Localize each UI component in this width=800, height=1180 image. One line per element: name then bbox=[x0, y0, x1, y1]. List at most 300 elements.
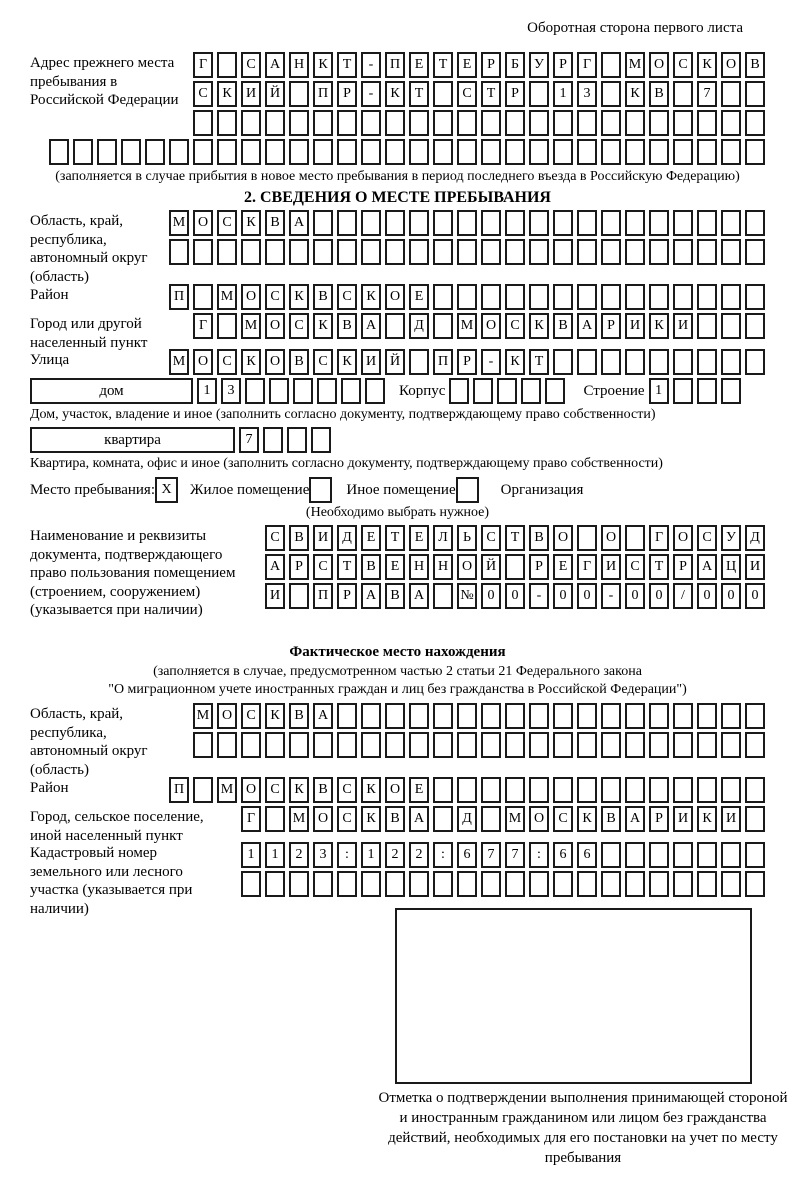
char-cell: О bbox=[385, 284, 405, 310]
fact-region-row1 bbox=[189, 703, 765, 729]
char-cell bbox=[313, 732, 333, 758]
char-cell bbox=[745, 210, 765, 236]
char-cell: Е bbox=[457, 52, 477, 78]
char-cell bbox=[265, 806, 285, 832]
char-cell bbox=[481, 110, 501, 136]
stay-type-label: Место пребывания: bbox=[30, 482, 155, 498]
char-cell bbox=[365, 378, 385, 404]
char-cell: - bbox=[361, 81, 381, 107]
char-cell bbox=[433, 871, 453, 897]
char-cell bbox=[457, 871, 477, 897]
char-cell: Ь bbox=[457, 525, 477, 551]
char-cell bbox=[529, 210, 549, 236]
char-cell: С bbox=[193, 81, 213, 107]
char-cell: П bbox=[313, 583, 333, 609]
char-cell: К bbox=[313, 52, 333, 78]
char-cell bbox=[649, 842, 669, 868]
char-cell: Т bbox=[529, 349, 549, 375]
char-cell bbox=[433, 806, 453, 832]
char-cell: 7 bbox=[505, 842, 525, 868]
char-cell bbox=[361, 210, 381, 236]
char-cell bbox=[601, 139, 621, 165]
char-cell: 6 bbox=[577, 842, 597, 868]
char-cell bbox=[217, 313, 237, 339]
char-cell bbox=[293, 378, 313, 404]
char-cell: А bbox=[625, 806, 645, 832]
char-cell: 0 bbox=[505, 583, 525, 609]
char-cell bbox=[553, 732, 573, 758]
document-label: Наименование и реквизиты документа, подтверждающего право пользования помещением (строением, сооружением) (указывается при наличии) bbox=[30, 528, 236, 618]
char-cell bbox=[121, 139, 141, 165]
char-cell: А bbox=[409, 806, 429, 832]
char-cell bbox=[577, 525, 597, 551]
char-cell bbox=[745, 284, 765, 310]
char-cell: Р bbox=[601, 313, 621, 339]
char-cell: 3 bbox=[313, 842, 333, 868]
previous-address-row4 bbox=[45, 139, 765, 165]
char-cell: И bbox=[745, 554, 765, 580]
char-cell bbox=[673, 378, 693, 404]
char-cell: С bbox=[313, 554, 333, 580]
char-cell: И bbox=[265, 583, 285, 609]
char-cell: 1 bbox=[649, 378, 669, 404]
char-cell bbox=[245, 378, 265, 404]
char-cell: Е bbox=[409, 777, 429, 803]
char-cell bbox=[529, 81, 549, 107]
char-cell: С bbox=[337, 284, 357, 310]
char-cell: О bbox=[721, 52, 741, 78]
char-cell: К bbox=[697, 806, 717, 832]
char-cell bbox=[505, 239, 525, 265]
char-cell bbox=[649, 110, 669, 136]
char-cell: В bbox=[289, 525, 309, 551]
char-cell bbox=[481, 210, 501, 236]
char-cell: К bbox=[625, 81, 645, 107]
char-cell bbox=[673, 777, 693, 803]
char-cell bbox=[625, 349, 645, 375]
cadastre-row1 bbox=[237, 842, 765, 868]
char-cell: Р bbox=[337, 81, 357, 107]
char-cell bbox=[193, 239, 213, 265]
char-cell bbox=[577, 703, 597, 729]
char-cell: П bbox=[385, 52, 405, 78]
region-label: Область, край, республика, автономный округ (область) bbox=[30, 213, 148, 285]
char-cell: Т bbox=[481, 81, 501, 107]
char-cell: В bbox=[745, 52, 765, 78]
char-cell: П bbox=[169, 777, 189, 803]
char-cell: В bbox=[385, 583, 405, 609]
char-cell bbox=[505, 139, 525, 165]
char-cell bbox=[745, 703, 765, 729]
char-cell: К bbox=[649, 313, 669, 339]
char-cell bbox=[625, 777, 645, 803]
cadastre-row2 bbox=[237, 871, 765, 897]
fact-field-region bbox=[30, 703, 765, 777]
stay-type-row bbox=[30, 477, 765, 503]
char-cell bbox=[529, 284, 549, 310]
char-cell bbox=[449, 378, 469, 404]
char-cell: К bbox=[337, 349, 357, 375]
char-cell: Р bbox=[481, 52, 501, 78]
field-region bbox=[30, 210, 765, 284]
char-cell bbox=[673, 239, 693, 265]
char-cell: И bbox=[241, 81, 261, 107]
char-cell bbox=[361, 139, 381, 165]
char-cell bbox=[649, 139, 669, 165]
char-cell: Е bbox=[361, 525, 381, 551]
char-cell: О bbox=[529, 806, 549, 832]
char-cell: А bbox=[697, 554, 717, 580]
char-cell bbox=[745, 842, 765, 868]
char-cell bbox=[505, 284, 525, 310]
char-cell bbox=[385, 139, 405, 165]
char-cell: У bbox=[721, 525, 741, 551]
char-cell bbox=[193, 139, 213, 165]
char-cell bbox=[193, 284, 213, 310]
char-cell: 6 bbox=[553, 842, 573, 868]
char-cell bbox=[505, 554, 525, 580]
char-cell bbox=[745, 110, 765, 136]
char-cell: Д bbox=[745, 525, 765, 551]
cadastre-label: Кадастровый номер земельного или лесного участка (указывается при наличии) bbox=[30, 845, 193, 917]
char-cell: Т bbox=[649, 554, 669, 580]
char-cell bbox=[697, 110, 717, 136]
char-cell bbox=[433, 284, 453, 310]
char-cell bbox=[241, 732, 261, 758]
fact-city-label: Город, сельское поселение, иной населенный пункт bbox=[30, 809, 204, 844]
char-cell bbox=[265, 239, 285, 265]
char-cell bbox=[265, 871, 285, 897]
char-cell bbox=[529, 703, 549, 729]
char-cell bbox=[457, 210, 477, 236]
document-row2 bbox=[261, 554, 765, 580]
char-cell: Р bbox=[457, 349, 477, 375]
char-cell: С bbox=[337, 777, 357, 803]
district-row1 bbox=[165, 284, 765, 310]
previous-address-note: (заполняется в случае прибытия в новое место пребывания в период последнего въезда в Российскую Федерацию) bbox=[55, 169, 740, 184]
char-cell: В bbox=[313, 777, 333, 803]
char-cell: Й bbox=[265, 81, 285, 107]
char-cell: Е bbox=[385, 554, 405, 580]
char-cell: М bbox=[193, 703, 213, 729]
char-cell bbox=[553, 239, 573, 265]
char-cell: М bbox=[625, 52, 645, 78]
char-cell: А bbox=[265, 554, 285, 580]
char-cell bbox=[385, 239, 405, 265]
option-residential-label: Жилое помещение bbox=[190, 482, 310, 498]
char-cell bbox=[193, 110, 213, 136]
char-cell bbox=[457, 732, 477, 758]
char-cell: О bbox=[241, 284, 261, 310]
char-cell bbox=[625, 525, 645, 551]
char-cell bbox=[97, 139, 117, 165]
document-row3 bbox=[261, 583, 765, 609]
previous-address-row1 bbox=[189, 52, 765, 78]
char-cell bbox=[265, 732, 285, 758]
char-cell bbox=[673, 110, 693, 136]
char-cell bbox=[409, 139, 429, 165]
char-cell: К bbox=[361, 777, 381, 803]
char-cell bbox=[601, 81, 621, 107]
char-cell: В bbox=[337, 313, 357, 339]
char-cell: Д bbox=[409, 313, 429, 339]
char-cell bbox=[433, 583, 453, 609]
char-cell bbox=[697, 210, 717, 236]
char-cell bbox=[721, 777, 741, 803]
char-cell bbox=[341, 378, 361, 404]
char-cell: О bbox=[649, 52, 669, 78]
char-cell: И bbox=[313, 525, 333, 551]
street-row1 bbox=[165, 349, 765, 375]
fact-district-row1 bbox=[165, 777, 765, 803]
char-cell bbox=[337, 871, 357, 897]
char-cell: С bbox=[697, 525, 717, 551]
char-cell bbox=[385, 871, 405, 897]
char-cell: Е bbox=[553, 554, 573, 580]
stroenie-label: Строение bbox=[583, 383, 645, 399]
char-cell bbox=[433, 732, 453, 758]
char-cell: № bbox=[457, 583, 477, 609]
char-cell bbox=[529, 732, 549, 758]
char-cell: Г bbox=[577, 554, 597, 580]
char-cell: Р bbox=[289, 554, 309, 580]
char-cell bbox=[287, 427, 307, 453]
char-cell bbox=[481, 806, 501, 832]
char-cell: Й bbox=[385, 349, 405, 375]
checkbox-other-premises bbox=[309, 477, 332, 503]
char-cell: С bbox=[553, 806, 573, 832]
char-cell bbox=[721, 110, 741, 136]
char-cell bbox=[457, 239, 477, 265]
char-cell bbox=[361, 732, 381, 758]
char-cell bbox=[241, 139, 261, 165]
char-cell: И bbox=[673, 806, 693, 832]
region-row2 bbox=[165, 239, 765, 265]
char-cell bbox=[721, 378, 741, 404]
char-cell bbox=[313, 871, 333, 897]
char-cell bbox=[553, 210, 573, 236]
char-cell bbox=[625, 871, 645, 897]
fact-field-city bbox=[30, 806, 765, 842]
char-cell: М bbox=[241, 313, 261, 339]
char-cell: Г bbox=[649, 525, 669, 551]
char-cell bbox=[673, 284, 693, 310]
char-cell: В bbox=[265, 210, 285, 236]
char-cell: 0 bbox=[745, 583, 765, 609]
char-cell: 0 bbox=[577, 583, 597, 609]
char-cell: В bbox=[553, 313, 573, 339]
char-cell bbox=[721, 842, 741, 868]
fact-city-row1 bbox=[237, 806, 765, 832]
char-cell: Н bbox=[409, 554, 429, 580]
char-cell: 0 bbox=[697, 583, 717, 609]
char-cell bbox=[601, 52, 621, 78]
char-cell: 6 bbox=[457, 842, 477, 868]
char-cell bbox=[697, 284, 717, 310]
char-cell: 1 bbox=[553, 81, 573, 107]
char-cell bbox=[289, 583, 309, 609]
char-cell: М bbox=[457, 313, 477, 339]
char-cell bbox=[337, 210, 357, 236]
char-cell: К bbox=[505, 349, 525, 375]
char-cell bbox=[361, 239, 381, 265]
char-cell: С bbox=[265, 777, 285, 803]
char-cell: 2 bbox=[409, 842, 429, 868]
char-cell: К bbox=[361, 284, 381, 310]
char-cell: В bbox=[361, 554, 381, 580]
char-cell: Т bbox=[433, 52, 453, 78]
char-cell bbox=[409, 732, 429, 758]
char-cell: С bbox=[265, 525, 285, 551]
char-cell bbox=[481, 703, 501, 729]
char-cell: С bbox=[265, 284, 285, 310]
char-cell bbox=[385, 732, 405, 758]
fact-field-district bbox=[30, 777, 765, 806]
char-cell: С bbox=[217, 210, 237, 236]
char-cell: С bbox=[241, 52, 261, 78]
char-cell bbox=[529, 139, 549, 165]
char-cell bbox=[433, 703, 453, 729]
section2-title: 2. СВЕДЕНИЯ О МЕСТЕ ПРЕБЫВАНИЯ bbox=[244, 189, 551, 206]
char-cell bbox=[649, 210, 669, 236]
char-cell bbox=[601, 871, 621, 897]
char-cell: : bbox=[529, 842, 549, 868]
stroenie-boxes bbox=[645, 378, 741, 404]
char-cell bbox=[697, 239, 717, 265]
char-cell bbox=[577, 777, 597, 803]
char-cell: Т bbox=[505, 525, 525, 551]
char-cell: О bbox=[217, 703, 237, 729]
char-cell bbox=[745, 806, 765, 832]
char-cell: С bbox=[481, 525, 501, 551]
char-cell bbox=[481, 284, 501, 310]
char-cell bbox=[457, 284, 477, 310]
char-cell bbox=[269, 378, 289, 404]
char-cell: А bbox=[409, 583, 429, 609]
char-cell bbox=[49, 139, 69, 165]
char-cell: М bbox=[169, 349, 189, 375]
street-label: Улица bbox=[30, 352, 70, 368]
char-cell bbox=[673, 703, 693, 729]
char-cell: Г bbox=[193, 52, 213, 78]
char-cell: В bbox=[385, 806, 405, 832]
fact-district-label: Район bbox=[30, 780, 69, 796]
char-cell bbox=[529, 239, 549, 265]
char-cell: / bbox=[673, 583, 693, 609]
char-cell: 1 bbox=[361, 842, 381, 868]
char-cell: Р bbox=[337, 583, 357, 609]
char-cell bbox=[409, 239, 429, 265]
char-cell: С bbox=[625, 554, 645, 580]
char-cell bbox=[481, 777, 501, 803]
char-cell bbox=[241, 239, 261, 265]
char-cell bbox=[409, 110, 429, 136]
char-cell: О bbox=[673, 525, 693, 551]
char-cell: 1 bbox=[197, 378, 217, 404]
char-cell bbox=[553, 777, 573, 803]
char-cell bbox=[625, 239, 645, 265]
char-cell: С bbox=[673, 52, 693, 78]
char-cell bbox=[697, 871, 717, 897]
char-cell: : bbox=[433, 842, 453, 868]
char-cell bbox=[433, 139, 453, 165]
char-cell bbox=[649, 732, 669, 758]
char-cell bbox=[289, 139, 309, 165]
char-cell: С bbox=[217, 349, 237, 375]
char-cell: Ц bbox=[721, 554, 741, 580]
char-cell: О bbox=[457, 554, 477, 580]
char-cell: П bbox=[169, 284, 189, 310]
char-cell: Т bbox=[337, 554, 357, 580]
char-cell bbox=[601, 349, 621, 375]
char-cell bbox=[481, 732, 501, 758]
char-cell bbox=[521, 378, 541, 404]
char-cell: 3 bbox=[221, 378, 241, 404]
char-cell bbox=[409, 871, 429, 897]
char-cell bbox=[721, 210, 741, 236]
char-cell bbox=[265, 139, 285, 165]
korpus-boxes bbox=[445, 378, 565, 404]
char-cell: 0 bbox=[625, 583, 645, 609]
char-cell bbox=[505, 732, 525, 758]
char-cell bbox=[409, 210, 429, 236]
char-cell: Н bbox=[289, 52, 309, 78]
city-row1 bbox=[189, 313, 765, 339]
char-cell bbox=[193, 732, 213, 758]
char-cell bbox=[625, 732, 645, 758]
char-cell: 7 bbox=[697, 81, 717, 107]
char-cell bbox=[313, 139, 333, 165]
char-cell: Е bbox=[409, 525, 429, 551]
char-cell: А bbox=[577, 313, 597, 339]
fact-note1: (заполняется в случае, предусмотренном частью 2 статьи 21 Федерального закона bbox=[153, 664, 642, 679]
char-cell bbox=[145, 139, 165, 165]
char-cell bbox=[601, 110, 621, 136]
char-cell bbox=[577, 110, 597, 136]
char-cell: К bbox=[289, 777, 309, 803]
char-cell bbox=[217, 239, 237, 265]
char-cell: Р bbox=[553, 52, 573, 78]
char-cell bbox=[433, 313, 453, 339]
char-cell bbox=[625, 703, 645, 729]
char-cell bbox=[673, 349, 693, 375]
char-cell: М bbox=[169, 210, 189, 236]
previous-address-label: Адрес прежнего места пребывания в Российской Федерации bbox=[30, 55, 179, 108]
char-cell: О bbox=[553, 525, 573, 551]
char-cell bbox=[745, 81, 765, 107]
char-cell: В bbox=[649, 81, 669, 107]
char-cell: Д bbox=[457, 806, 477, 832]
char-cell bbox=[577, 732, 597, 758]
field-city bbox=[30, 313, 765, 349]
korpus-label: Корпус bbox=[399, 383, 446, 399]
char-cell: И bbox=[625, 313, 645, 339]
char-cell bbox=[553, 139, 573, 165]
char-cell bbox=[385, 110, 405, 136]
char-cell bbox=[721, 703, 741, 729]
char-cell: В bbox=[289, 703, 309, 729]
char-cell bbox=[601, 777, 621, 803]
char-cell bbox=[481, 239, 501, 265]
stay-type-note: (Необходимо выбрать нужное) bbox=[305, 505, 490, 520]
char-cell bbox=[721, 313, 741, 339]
char-cell bbox=[745, 139, 765, 165]
char-cell: Т bbox=[337, 52, 357, 78]
char-cell: В bbox=[601, 806, 621, 832]
char-cell bbox=[265, 110, 285, 136]
apartment-note: Квартира, комната, офис и иное (заполнить согласно документу, подтверждающему право собственности) bbox=[30, 456, 663, 471]
house-note: Дом, участок, владение и иное (заполнить согласно документу, подтверждающему право собственности) bbox=[30, 407, 656, 422]
